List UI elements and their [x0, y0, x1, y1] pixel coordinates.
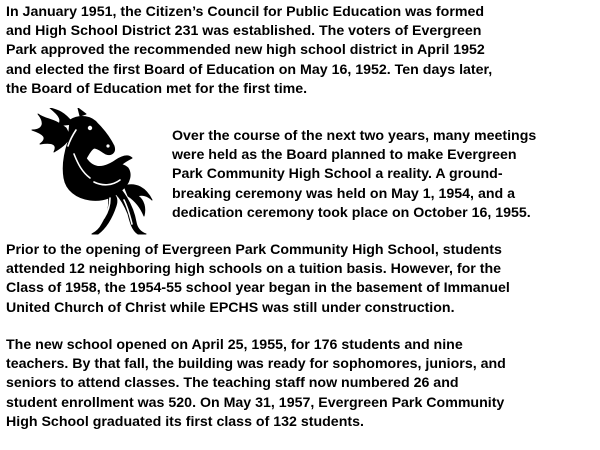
text-line: The new school opened on April 25, 1955, for 176 students and nine	[6, 337, 463, 353]
text-line: and elected the first Board of Education on May 16, 1952. Ten days later,	[6, 61, 493, 78]
mustang-horse-icon	[24, 108, 154, 236]
text-line: seniors to attend classes. The teaching staff now numbered 26 and	[6, 375, 459, 392]
text-line: Over the course of the next two years, many meetings	[172, 128, 537, 144]
text-line: In January 1951, the Citizen’s Council for Public Education was formed	[6, 4, 485, 20]
text-line: Prior to the opening of Evergreen Park Community High School, students	[6, 242, 502, 258]
text-line: dedication ceremony took place on October 16, 1955.	[172, 204, 531, 221]
paragraph-formation	[6, 3, 594, 99]
text-line: Park Community High School a reality. A ground-	[172, 166, 503, 183]
text-line: the Board of Education met for the first time.	[6, 80, 308, 97]
text-line: breaking ceremony was held on May 1, 1954, and a	[172, 185, 516, 202]
paragraph-prior-opening	[6, 241, 594, 318]
paragraph-construction	[172, 127, 592, 223]
text-line: Class of 1958, the 1954-55 school year began in the basement of Immanuel	[6, 280, 510, 297]
paragraph-opening	[6, 336, 594, 432]
text-line: Park approved the recommended new high school district in April 1952	[6, 42, 485, 59]
text-line: United Church of Christ while EPCHS was still under construction.	[6, 299, 455, 316]
text-line: attended 12 neighboring high schools on a tuition basis. However, for the	[6, 261, 502, 278]
text-line: student enrollment was 520. On May 31, 1957, Evergreen Park Community	[6, 394, 505, 411]
text-line: teachers. By that fall, the building was ready for sophomores, juniors, and	[6, 356, 506, 373]
text-line: High School graduated its first class of 132 students.	[6, 413, 364, 430]
text-line: and High School District 231 was established. The voters of Evergreen	[6, 23, 482, 40]
text-line: were held as the Board planned to make Evergreen	[172, 147, 517, 164]
